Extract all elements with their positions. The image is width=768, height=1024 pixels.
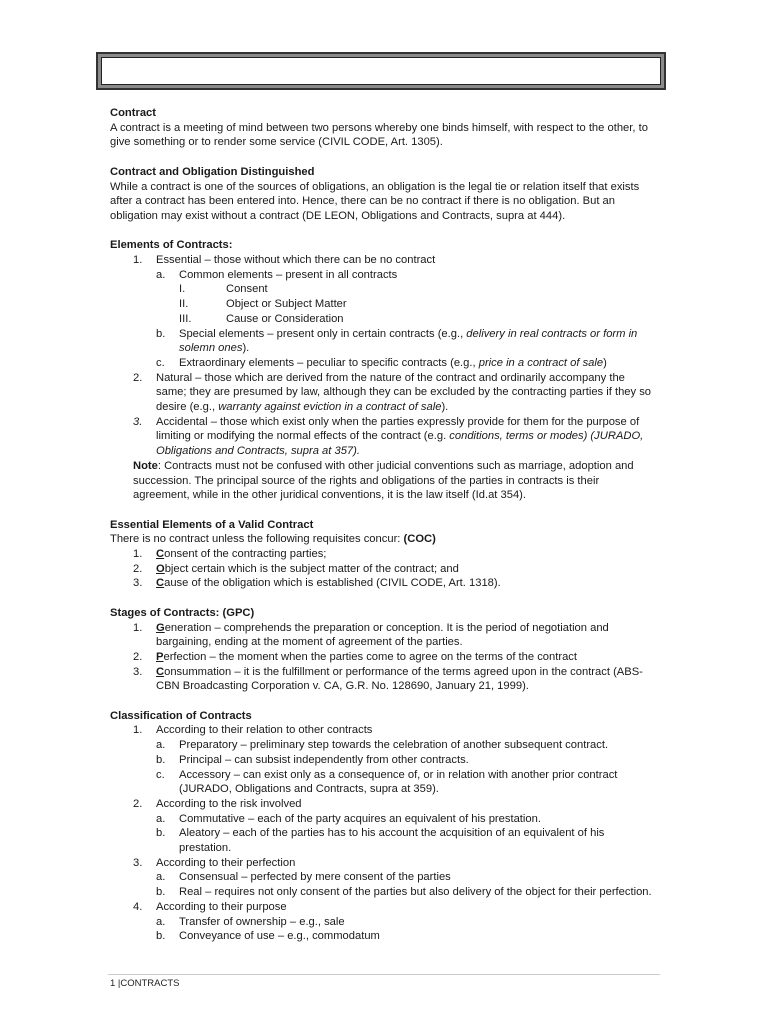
- list-item: a. Preparatory – preliminary step towards the celebration of another subsequent contract.: [156, 739, 609, 752]
- list-item: 3. Consummation – it is the fulfillment or performance of the terms agreed upon in the contract (ABS-CBN Broadcasting Corporation v. CA, G.R. No. 128690, January 21, 1999).: [133, 665, 643, 693]
- list-item: b. Special elements – present only in certain contracts (e.g., delivery in real contracts or form in solemn ones).: [156, 327, 638, 355]
- footer-divider: [108, 974, 660, 975]
- list-item: a. Common elements – present in all contracts: [156, 268, 398, 281]
- list-item: III. Cause or Consideration: [179, 312, 344, 325]
- list-item: 3. According to their perfection: [133, 856, 296, 869]
- list-item: b. Aleatory – each of the parties has to his account the acquisition of an equivalent of his prestation.: [156, 827, 605, 855]
- paragraph-contract-obligation: While a contract is one of the sources of obligations, an obligation is the legal tie or relation itself that exists after a contract has been entered into. Hence, there can be no contract if there is no obligation. But an obligation may exist without a contract (DE LEON, Obligations and Contracts, supra at 444).: [110, 180, 640, 222]
- list-item: c. Accessory – can exist only as a consequence of, or in relation with another prior contract (JURADO, Obligations and Contracts, supra at 359).: [156, 768, 618, 796]
- heading-classification: Classification of Contracts: [110, 709, 252, 722]
- list-item: 3. Cause of the obligation which is established (CIVIL CODE, Art. 1318).: [133, 577, 501, 590]
- note-paragraph: Note: Contracts must not be confused with other judicial conventions such as marriage, adoption and succession. The principal source of the rights and obligations of the parties in contracts is their agreement, while in the other juridical conventions, it is the law itself (Id.at 354).: [133, 459, 634, 502]
- heading-contract-obligation: Contract and Obligation Distinguished: [110, 165, 315, 178]
- list-item: b. Principal – can subsist independently from other contracts.: [156, 753, 469, 766]
- list-item: 1. According to their relation to other contracts: [133, 724, 373, 737]
- list-item: 2. Object certain which is the subject matter of the contract; and: [133, 562, 459, 575]
- page-footer: [110, 978, 180, 989]
- heading-contract: Contract: [110, 107, 156, 119]
- title-inner: [101, 57, 661, 85]
- list-item: 3. Accidental – those which exist only when the parties expressly provide for them for the purpose of limiting or modifying the normal effects of the contract (e.g. conditions, terms or modes) (JURADO, Obligations and Contracts, supra at 357).: [133, 415, 644, 458]
- heading-essential-elements: Essential Elements of a Valid Contract: [110, 518, 314, 531]
- document-body: [110, 106, 658, 944]
- list-item: 2. Perfection – the moment when the parties come to agree on the terms of the contract: [133, 650, 578, 663]
- page-number: 1 |: [110, 978, 121, 989]
- list-item: 2. According to the risk involved: [133, 797, 302, 810]
- list-item: a. Consensual – perfected by mere consent of the parties: [156, 871, 451, 884]
- heading-stages: Stages of Contracts: (GPC): [110, 606, 255, 619]
- heading-elements: Elements of Contracts:: [110, 239, 233, 252]
- list-item: 1. Essential – those without which there can be no contract: [133, 254, 436, 266]
- list-item: b. Conveyance of use – e.g., commodatum: [156, 930, 380, 943]
- list-item: II. Object or Subject Matter: [179, 298, 347, 311]
- list-item: 1. Consent of the contracting parties;: [133, 548, 327, 561]
- list-item: a. Commutative – each of the party acquires an equivalent of his prestation.: [156, 812, 541, 825]
- list-item: c. Extraordinary elements – peculiar to specific contracts (e.g., price in a contract of sale): [156, 356, 607, 369]
- paragraph-contract-definition: A contract is a meeting of mind between two persons whereby one binds himself, with respect to the other, to give something or to render some service (CIVIL CODE, Art. 1305).: [110, 121, 648, 149]
- list-item: a. Transfer of ownership – e.g., sale: [156, 915, 345, 928]
- list-item: b. Real – requires not only consent of the parties but also delivery of the object for their perfection.: [156, 886, 652, 899]
- list-item: I. Consent: [179, 283, 268, 296]
- list-item: 4. According to their purpose: [133, 900, 287, 913]
- list-item: 1. Generation – comprehends the preparation or conception. It is the period of negotiation and bargaining, ending at the moment of agreement of the parties.: [133, 621, 609, 649]
- footer-label: CONTRACTS: [120, 978, 180, 989]
- title-box: [96, 52, 666, 90]
- paragraph-requisites: There is no contract unless the following requisites concur: (COC): [110, 533, 436, 546]
- list-item: 2. Natural – those which are derived from the nature of the contract and ordinarily accompany the same; they are presumed by law, although they can be excluded by the contracting parties if they so desire (e.g., warranty against eviction in a contract of sale).: [133, 371, 652, 414]
